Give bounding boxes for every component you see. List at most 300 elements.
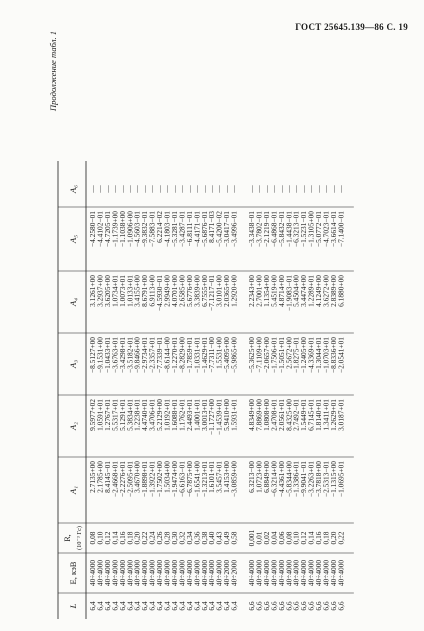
group1-cell-A6: — [140, 185, 150, 193]
group1-cell-A2: −1.1727+00 [207, 399, 217, 436]
group1-cell-A5: −4.5603−01 [132, 211, 142, 248]
group1-cell-A2: 5.5317+01 [110, 399, 120, 431]
group2-cell-A5: −6.4868−01 [269, 211, 279, 248]
group1-cell-A2: 1.6088+01 [169, 399, 179, 431]
group1-cell-A1: −1.3922+01 [147, 461, 157, 498]
group1-cell-R: 0,30 [169, 531, 179, 545]
group1-cell-A1: 2.7135+00 [88, 461, 97, 493]
group2-cell-E: 40÷4000 [291, 559, 301, 587]
group1-cell-R: 0,38 [199, 531, 209, 545]
group2-cell-L: 6,6 [291, 601, 301, 611]
group2-cell-A2: 8.4325+00 [284, 399, 294, 431]
group2-cell-L: 6,6 [261, 601, 271, 611]
group2-cell-E: 40÷4000 [328, 559, 338, 587]
group1-cell-A2: 1.2767+01 [102, 399, 112, 431]
group1-cell-A1: −3.0859+00 [229, 461, 239, 498]
group1-cell-A4: 5.6776+00 [184, 275, 194, 307]
group1-cell-R: 0,58 [229, 531, 239, 545]
header-A4: A₄ [68, 297, 78, 307]
group2-cell-E: 40÷4000 [247, 559, 256, 587]
group1-cell-E: 40÷4000 [110, 559, 120, 587]
group2-cell-A2: 2.7492−01 [291, 399, 301, 431]
group2-cell-A5: −4.7023−01 [321, 211, 331, 248]
group1-cell-A1: 3.4670+00 [132, 461, 142, 493]
group2-cell-A2: 1.2629+01 [328, 399, 338, 431]
group1-cell-E: 40÷4000 [169, 559, 179, 587]
group2-cell-A6: — [284, 185, 294, 193]
header-L: L [68, 603, 78, 609]
group2-cell-A3: −4.3369+01 [306, 337, 316, 374]
group2-cell-E: 40÷4000 [299, 559, 309, 587]
group1-cell-A4: 3.1261+00 [88, 275, 97, 307]
group1-cell-A3: −9.8466+00 [132, 337, 142, 374]
group1-cell-A5: −9.3832−01 [140, 211, 150, 248]
group1-cell-A1: −1.3213+01 [199, 461, 209, 498]
group1-cell-E: 40÷4000 [207, 559, 217, 587]
group2-cell-R: 0,02 [261, 531, 271, 545]
group1-cell-A3: −3.6763+01 [110, 337, 120, 374]
group2-cell-E: 40÷4000 [336, 559, 346, 587]
group1-cell-A5: −4.7205−01 [102, 211, 112, 248]
group2-cell-A4: −1.9083−01 [284, 275, 294, 312]
group1-cell-A5: −4.4102−01 [95, 211, 105, 248]
group1-cell-A6: — [199, 185, 209, 193]
group1-cell-E: 40÷4000 [214, 559, 224, 587]
group2-cell-A3: −7.1109+00 [254, 337, 264, 373]
group1-cell-A3: −8.6144−00 [162, 337, 172, 374]
group1-cell-A6: — [110, 185, 120, 193]
group1-cell-A6: — [177, 185, 187, 193]
group1-cell-R: 0,49 [222, 531, 232, 545]
group2-cell-A5: −5.0772−01 [314, 211, 324, 248]
group2-cell-A3: −1.2405+00 [299, 337, 309, 374]
group1-cell-A2: 3.4706+01 [147, 399, 157, 431]
group2-cell-E: 40÷4000 [321, 559, 331, 587]
group1-cell-A4: 2.6585+00 [177, 275, 187, 307]
group2-cell-A2: 1.0808+00 [261, 399, 271, 431]
group2-cell-R: 0,14 [306, 531, 316, 545]
group1-cell-A5: −5.3281−01 [169, 211, 179, 248]
group2-cell-A4: 2.8389+00 [328, 275, 338, 307]
group1-cell-R: 0,26 [155, 531, 165, 545]
group1-cell-A2: 1.4001+01 [192, 399, 202, 431]
group1-cell-A1: 3.5457+01 [214, 461, 224, 493]
group2-cell-A4: 5.4519+00 [269, 275, 279, 307]
group2-cell-A4: 4.1249+00 [314, 275, 324, 307]
group1-cell-E: 40÷4000 [140, 559, 150, 587]
group1-cell-A4: 3.6205+00 [102, 275, 112, 307]
group1-cell-L: 6,4 [88, 601, 97, 611]
group1-cell-A2: 4.4740+01 [140, 399, 150, 431]
group1-cell-L: 6,4 [162, 601, 172, 611]
group1-cell-A6: — [169, 185, 179, 193]
group1-cell-A2: 1.0591+01 [95, 399, 105, 431]
group1-cell-L: 6,4 [117, 601, 127, 611]
group2-cell-L: 6,6 [336, 601, 346, 611]
group1-cell-A4: 1.2920+00 [229, 275, 239, 307]
group1-cell-A1: 1.4153+00 [222, 461, 232, 493]
group2-cell-A5: −7.1400−01 [336, 211, 346, 248]
group1-cell-A5: −6.8111−01 [184, 211, 194, 247]
group1-cell-R: 0,40 [207, 531, 217, 545]
group1-cell-A6: — [155, 185, 165, 193]
group2-cell-A6: — [314, 185, 324, 193]
group1-cell-R: 0,32 [177, 531, 187, 545]
group1-cell-R: 0,43 [214, 531, 224, 545]
group1-cell-A1: −1.7502+00 [155, 461, 165, 498]
group1-cell-A4: −7.1217−01 [207, 275, 217, 312]
group2-cell-A5: −5.8432−01 [276, 211, 286, 248]
group2-cell-R: 0,10 [291, 531, 301, 545]
group1-cell-A3: −5.9865+00 [229, 337, 239, 374]
group1-cell-A1: −1.6541+00 [192, 461, 202, 498]
group1-cell-A6: — [132, 185, 142, 193]
group1-cell-A2: 1.2238+01 [132, 399, 142, 431]
group2-cell-R: 0,04 [269, 531, 279, 545]
group1-cell-A2: 5.2129+00 [155, 399, 165, 431]
group2-cell-A4: 4.8714+00 [276, 275, 286, 307]
group1-cell-L: 6,4 [184, 601, 194, 611]
group1-cell-A1: 1.6101+01 [207, 461, 217, 493]
group1-cell-A1: 8.4145−01 [102, 461, 112, 493]
group1-cell-A6: — [95, 185, 105, 193]
group2-cell-A2: 4.8349+00 [247, 399, 256, 431]
header-A1: A₁ [68, 485, 78, 495]
group2-cell-E: 40÷4000 [269, 559, 279, 587]
group1-cell-A6: — [192, 185, 202, 193]
group2-cell-E: 40÷4000 [314, 559, 324, 587]
group2-cell-A6: — [247, 185, 256, 193]
group1-cell-A3: −3.4298+01 [117, 337, 127, 374]
group2-cell-L: 6,6 [276, 601, 286, 611]
group2-cell-L: 6,6 [269, 601, 279, 611]
group1-cell-L: 6,4 [140, 601, 150, 611]
group2-cell-A3: −1.0703+01 [321, 337, 331, 374]
group1-cell-A2: 1.1762+01 [177, 399, 187, 431]
group1-cell-A5: −1.0906+00 [125, 211, 135, 248]
group1-cell-A3: −2.3357+01 [147, 337, 157, 374]
group1-cell-A3: −8.2829+00 [177, 337, 187, 374]
group1-cell-L: 6,4 [95, 601, 105, 611]
group1-cell-A6: — [117, 185, 127, 193]
group1-cell-E: 40÷4000 [184, 559, 194, 587]
page-header: ГОСТ 25645.139—86 С. 19 [295, 22, 408, 32]
group1-cell-A1: −2.4668+01 [110, 461, 120, 498]
group2-cell-A1: 6.3213−00 [247, 461, 256, 493]
group1-cell-A5: −3.4996−01 [229, 211, 239, 248]
group1-cell-R: 0,24 [147, 531, 157, 545]
group2-cell-R: 0,16 [314, 531, 324, 545]
group2-cell-A5: −3.7802−01 [254, 211, 264, 248]
group2-cell-E: 40÷4000 [261, 559, 271, 587]
group1-cell-A4: 6.9113+00 [147, 275, 157, 307]
group2-cell-A5: −6.3213−01 [291, 211, 301, 248]
group2-cell-R: 0,18 [321, 531, 331, 545]
continuation-note: Продолжение табл. 1 [48, 30, 58, 112]
header-A5: A₅ [68, 234, 78, 244]
group1-cell-A1: −6.7875+00 [184, 461, 194, 498]
group1-cell-A1: 1.5034+00 [162, 461, 172, 493]
group1-cell-L: 6,4 [132, 601, 142, 611]
group1-cell-A3: −7.7339−01 [155, 337, 165, 374]
table-rotation-group [48, 31, 354, 619]
group2-cell-A2: 7.8869+00 [254, 399, 264, 431]
group1-cell-L: 6,4 [110, 601, 120, 611]
group2-cell-A3: −1.7506+01 [269, 337, 279, 374]
group2-cell-R: 0,01 [254, 531, 264, 545]
group2-cell-E: 40÷4000 [276, 559, 286, 587]
group2-cell-A2: 1.3411+01 [321, 399, 331, 431]
group2-cell-A5: −1.5231−01 [299, 211, 309, 248]
group1-cell-A4: 3.4155+00 [132, 275, 142, 307]
group1-cell-A2: 3.0013+01 [199, 399, 209, 431]
group1-cell-A3: −1.0331+01 [192, 337, 202, 374]
group2-cell-A6: — [291, 185, 301, 193]
group1-cell-E: 40÷4000 [155, 559, 165, 587]
group1-cell-A5: −4.4171−01 [192, 211, 202, 248]
group2-cell-A4: 1.1354+00 [261, 275, 271, 307]
group1-cell-A3: −9.1531+00 [95, 337, 105, 374]
group2-cell-A6: — [254, 185, 264, 193]
group1-cell-A4: 1.0734+01 [110, 275, 120, 307]
group2-cell-A6: — [299, 185, 309, 193]
group2-cell-A3: −1.8275−01 [291, 337, 301, 374]
group1-cell-A5: 6.2214−02 [155, 211, 165, 243]
group1-cell-A3: −8.5127+00 [88, 337, 97, 374]
group2-cell-A4: 1.2289+01 [306, 275, 316, 307]
group2-cell-R: 0,22 [336, 531, 346, 545]
group1-cell-A4: 6.7555+00 [199, 275, 209, 307]
group1-cell-A3: −1.0433+01 [102, 337, 112, 374]
group2-cell-A6: — [261, 185, 271, 193]
group2-cell-L: 6,6 [321, 601, 331, 611]
group1-cell-A6: — [222, 185, 232, 193]
group2-cell-A4: 5.4504+00 [291, 275, 301, 307]
group2-cell-R: 0,001 [247, 529, 256, 547]
header-A3: A₃ [68, 359, 78, 369]
group1-cell-A4: 3.3839+00 [192, 275, 202, 307]
group1-cell-A1: −1.8898+01 [140, 461, 150, 498]
group1-cell-R: 0,10 [95, 531, 105, 545]
group1-cell-E: 40÷4000 [95, 559, 105, 587]
group1-cell-A5: −3.0417−01 [222, 211, 232, 248]
group2-cell-A1: −4.4361+00 [276, 461, 286, 498]
group2-cell-A3: −2.0541+01 [336, 337, 346, 374]
group1-cell-A2: −1.4539+01 [214, 399, 224, 436]
group2-cell-E: 40÷4000 [254, 559, 264, 587]
group2-cell-A4: 2.2343+00 [247, 275, 256, 307]
group2-cell-A3: −1.3044+01 [314, 337, 324, 374]
group2-cell-A3: −5.3625+00 [247, 337, 256, 374]
group1-cell-A2: 5.3834+01 [125, 399, 135, 431]
group2-cell-A6: — [336, 185, 346, 193]
group1-cell-A4: 8.6791+00 [140, 275, 150, 307]
group2-cell-A2: 1.5449+01 [299, 399, 309, 431]
group1-cell-L: 6,4 [147, 601, 157, 611]
group2-cell-A5: −1.3105+00 [306, 211, 316, 248]
group2-cell-A1: −2.5313−01 [321, 461, 331, 498]
group2-cell-A5: −1.4438−01 [284, 211, 294, 248]
group1-cell-A5: 8.4171−03 [207, 211, 217, 243]
group1-cell-A2: 9.5977+02 [88, 399, 97, 431]
group1-cell-E: 40÷4000 [199, 559, 209, 587]
group1-cell-A2: 5.9410+00 [222, 399, 232, 431]
group1-cell-A6: — [102, 185, 112, 193]
group2-cell-A6: — [269, 185, 279, 193]
group1-cell-A1: −1.9474+00 [169, 461, 179, 498]
group2-cell-A2: 3.0187+01 [336, 399, 346, 431]
group1-cell-A2: 1.0192+01 [162, 399, 172, 431]
group1-cell-A6: — [229, 185, 239, 193]
group1-cell-E: 40÷4000 [88, 559, 97, 587]
group1-cell-A5: −3.4287−01 [177, 211, 187, 248]
group1-cell-A5: −4.1803−01 [162, 211, 172, 248]
group2-cell-A6: — [306, 185, 316, 193]
group1-cell-R: 0,16 [117, 531, 127, 545]
group1-cell-A6: — [184, 185, 194, 193]
header-A2: A₂ [68, 421, 78, 431]
group1-cell-A5: −1.1038+00 [117, 211, 127, 248]
group2-cell-R: 0,12 [299, 531, 309, 545]
group2-cell-R: 0,08 [284, 531, 294, 545]
group1-cell-A4: 3.0101+00 [214, 275, 224, 307]
group1-cell-L: 6,4 [214, 601, 224, 611]
group1-cell-A5: −5.4200−02 [214, 211, 224, 248]
group1-cell-A4: 2.0365+00 [222, 275, 232, 307]
group1-cell-L: 6,4 [222, 601, 232, 611]
group2-cell-A5: −2.1219−01 [261, 211, 271, 248]
group1-cell-A5: −4.2580−01 [88, 211, 97, 248]
group2-cell-R: 0,06 [276, 531, 286, 545]
group1-cell-L: 6,4 [155, 601, 165, 611]
group1-cell-E: 40÷4000 [117, 559, 127, 587]
group2-cell-A3: −1.5051+01 [276, 337, 286, 374]
group2-cell-A1: −1.0695+01 [336, 461, 346, 498]
group1-cell-L: 6,4 [199, 601, 209, 611]
group1-cell-L: 6,4 [207, 601, 217, 611]
group2-cell-A3: 2.5672+00 [284, 337, 294, 369]
header-R-unit: (10⁻³ Гс) [76, 525, 83, 551]
group2-cell-A2: 6.7145+01 [306, 399, 316, 431]
group2-cell-A2: 2.0561+01 [276, 399, 286, 431]
group1-cell-A6: — [125, 185, 135, 193]
group1-cell-A1: −2.5095+01 [125, 461, 135, 498]
group2-cell-A6: — [328, 185, 338, 193]
group1-cell-A3: −1.7859+01 [184, 337, 194, 374]
group1-cell-A3: 1.5531+00 [214, 337, 224, 369]
group1-cell-A4: 2.9949+00 [162, 275, 172, 307]
group1-cell-A6: — [214, 185, 224, 193]
group1-cell-A2: 1.5931+01 [229, 399, 239, 431]
group2-cell-A3: −2.0657+00 [261, 337, 271, 374]
group1-cell-A3: −1.4629+01 [199, 337, 209, 374]
group2-cell-A4: 2.7001+00 [254, 275, 264, 307]
group1-cell-A3: −7.7311−00 [207, 337, 217, 373]
group1-cell-E: 40÷2000 [222, 559, 232, 587]
group1-cell-A2: 2.4493+01 [184, 399, 194, 431]
group2-cell-A4: 3.4474+00 [299, 275, 309, 307]
group1-cell-R: 0,28 [162, 531, 172, 545]
group1-cell-R: 0,14 [110, 531, 120, 545]
group1-cell-A4: 4.0701+00 [169, 275, 179, 307]
group2-cell-A2: 1.8140+01 [314, 399, 324, 431]
group2-cell-A1: 1.0723+00 [254, 461, 264, 493]
group2-cell-L: 6,6 [299, 601, 309, 611]
group2-cell-A5: −3.6614−01 [328, 211, 338, 248]
group2-cell-A1: 6.8849+00 [261, 461, 271, 493]
group1-cell-E: 40÷2000 [229, 559, 239, 587]
group1-cell-L: 6,4 [169, 601, 179, 611]
group1-cell-E: 40÷4000 [102, 559, 112, 587]
group2-cell-A5: −3.3438−01 [247, 211, 256, 248]
group1-cell-R: 0,18 [125, 531, 135, 545]
group2-cell-A1: −9.9041−01 [299, 461, 309, 498]
group1-cell-A5: −1.1739+00 [110, 211, 120, 248]
group1-cell-A1: −2.2276+01 [117, 461, 127, 498]
group1-cell-R: 0,12 [102, 531, 112, 545]
group2-cell-A4: 3.6272+00 [321, 275, 331, 307]
group1-cell-L: 6,4 [229, 601, 239, 611]
header-A6: A₆ [68, 184, 78, 194]
group2-cell-A1: −3.2263+01 [306, 461, 316, 498]
group1-cell-E: 40÷4000 [132, 559, 142, 587]
group1-cell-L: 6,4 [177, 601, 187, 611]
group1-cell-A4: 1.0073+01 [117, 275, 127, 307]
group1-cell-A5: −7.5883−01 [147, 211, 157, 248]
group2-cell-L: 6,6 [284, 601, 294, 611]
group1-cell-R: 0,08 [88, 531, 97, 545]
group1-cell-E: 40÷4000 [162, 559, 172, 587]
group2-cell-L: 6,6 [314, 601, 324, 611]
group2-cell-E: 40÷4000 [306, 559, 316, 587]
group2-cell-A1: −3.7818+00 [314, 461, 324, 498]
group1-cell-E: 40÷4000 [177, 559, 187, 587]
group2-cell-R: 0,20 [328, 531, 338, 545]
group1-cell-R: 0,20 [132, 531, 142, 545]
group1-cell-L: 6,4 [102, 601, 112, 611]
group2-cell-L: 6,6 [254, 601, 264, 611]
group2-cell-A4: 6.1880+00 [336, 275, 346, 307]
group1-cell-A4: 3.2937+00 [95, 275, 105, 307]
group1-cell-E: 40÷4000 [147, 559, 157, 587]
group1-cell-A4: −4.5930−01 [155, 275, 165, 312]
group1-cell-L: 6,4 [125, 601, 135, 611]
group1-cell-R: 0,22 [140, 531, 150, 545]
group1-cell-A1: 2.1785+00 [95, 461, 105, 493]
group1-cell-A6: — [147, 185, 157, 193]
group1-cell-A3: −5.4095+00 [222, 337, 232, 374]
group1-cell-A1: −6.6163−01 [177, 461, 187, 498]
group2-cell-A6: — [276, 185, 286, 193]
group2-cell-A3: −8.8336+00 [328, 337, 338, 374]
group1-cell-L: 6,4 [192, 601, 202, 611]
group1-cell-E: 40÷4000 [125, 559, 135, 587]
group1-cell-A5: −5.6876−01 [199, 211, 209, 248]
group1-cell-R: 0,36 [192, 531, 202, 545]
group1-cell-A3: −3.5182+01 [125, 337, 135, 374]
group1-cell-A2: 5.1291+01 [117, 399, 127, 431]
group2-cell-A1: −1.1315+00 [328, 461, 338, 498]
group1-cell-A6: — [207, 185, 217, 193]
group2-cell-A1: −5.8344+00 [284, 461, 294, 498]
group2-cell-L: 6,6 [306, 601, 316, 611]
group1-cell-A6: — [162, 185, 172, 193]
group1-cell-A6: — [88, 185, 97, 193]
group1-cell-R: 0,34 [184, 531, 194, 545]
group2-cell-L: 6,6 [328, 601, 338, 611]
group1-cell-E: 40÷4000 [192, 559, 202, 587]
group1-cell-A4: 1.0133+01 [125, 275, 135, 307]
